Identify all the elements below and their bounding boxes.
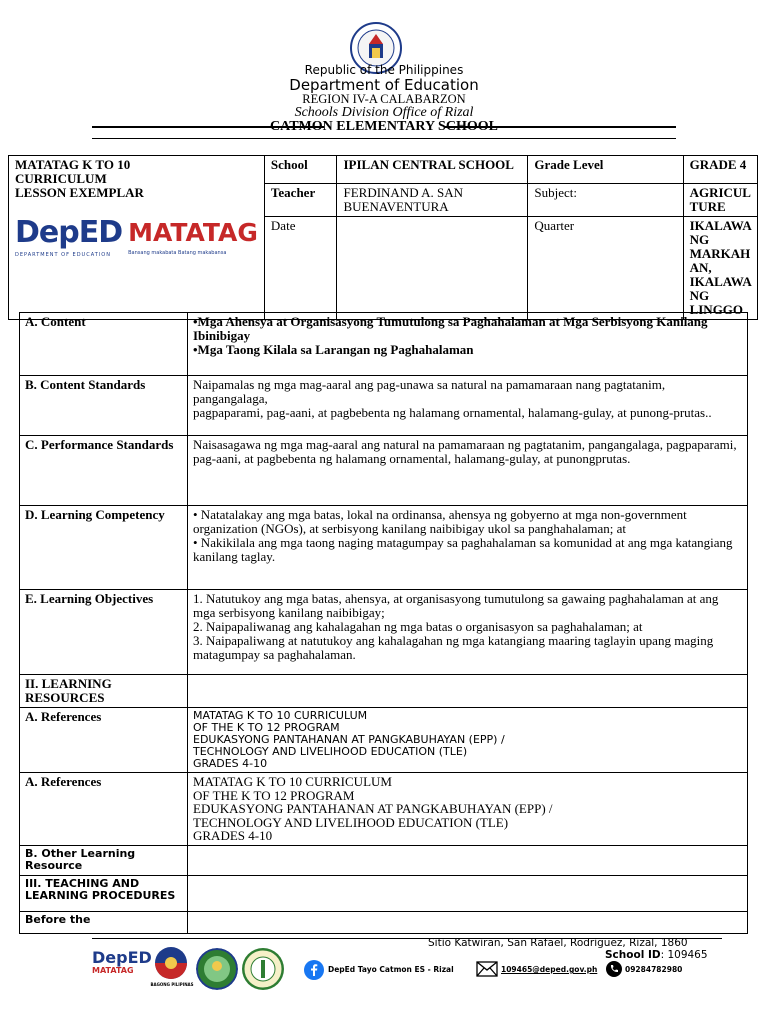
deped-logo (15, 215, 123, 262)
performance-standards-label: C. Performance Standards (20, 436, 188, 506)
text-line: GRADES 4-10 (193, 757, 268, 770)
text-line: 2. Naipapaliwanag ang kahalagahan ng mga batas o organisasyon sa paghahalaman; at (193, 619, 643, 634)
grade-value: GRADE 4 (683, 156, 757, 184)
text-line: matagumpay sa paghahalaman. (193, 647, 356, 662)
content-value (188, 313, 748, 376)
footer-deped-text: DepED (92, 948, 152, 967)
deped-logo-text: DepED (15, 215, 123, 250)
division-logo-icon (196, 948, 238, 990)
teacher-label: Teacher (264, 184, 337, 217)
procedures-value (188, 875, 748, 911)
title-line: CURRICULUM (15, 171, 107, 186)
learning-objectives-label: E. Learning Objectives (20, 590, 188, 675)
header-rule-bottom (92, 138, 676, 139)
email-icon (476, 961, 498, 977)
matatag-logo (128, 220, 258, 260)
text-line: OF THE K TO 12 PROGRAM (193, 721, 340, 734)
content-item: •Mga Ahensya at Organisasyong Tumutulong sa Paghahalaman at Mga Serbisyong Kanilang Ibinibigay (193, 314, 708, 343)
text-line: 1. Natutukoy ang mga batas, ahensya, at organisasyong tumutulong sa gawaing paghahalaman at ang mga serbisyong kanilang naibibigay; (193, 591, 719, 620)
exemplar-title-cell (9, 156, 265, 320)
content-standards-value (188, 376, 748, 436)
matatag-logo-text: MATATAG (128, 218, 258, 247)
learning-objectives-value (188, 590, 748, 675)
learning-competency-label: D. Learning Competency (20, 506, 188, 590)
phone-icon (606, 961, 622, 977)
content-standards-label: B. Content Standards (20, 376, 188, 436)
facebook-icon (304, 960, 324, 980)
text-line: kanilang taglay. (193, 549, 276, 564)
references-value-2 (188, 773, 748, 846)
text-line: TECHNOLOGY AND LIVELIHOOD EDUCATION (TLE) (193, 814, 509, 830)
references-label: A. References (20, 708, 188, 773)
grade-label: Grade Level (528, 156, 683, 184)
content-label: A. Content (20, 313, 188, 376)
footer-matatag-text: MATATAG (92, 966, 134, 975)
school-logo-icon (242, 948, 284, 990)
text-line: • Natatalakay ang mga batas, lokal na ordinansa, ahensya ng gobyerno at mga non-government organization (NGOs), at serbisyong kanilang naibibigay ukol sa panghahalaman; at (193, 507, 687, 536)
procedures-label: III. TEACHING AND LEARNING PROCEDURES (20, 875, 188, 911)
footer-school-id (605, 949, 708, 961)
text-line: pagpaparami, pag-aani, at pagbebenta ng halamang ornamental, halamang-gulay, at punong-prutas.. (193, 405, 712, 420)
text-line: GRADES 4-10 (193, 828, 273, 843)
subject-label: Subject: (528, 184, 683, 217)
quarter-value: IKALAWA NG MARKAH AN, IKALAWA NG LINGGO (683, 217, 757, 320)
title-line: LESSON EXEMPLAR (15, 185, 144, 200)
deped-logo-sub: DEPARTMENT OF EDUCATION (15, 252, 111, 258)
logos (15, 215, 258, 262)
department-text: Department of Education (289, 76, 479, 94)
matatag-logo-sub: Bansang makabata Batang makabansa (128, 250, 227, 256)
region-text: REGION IV-A CALABARZON (302, 92, 466, 106)
references-value (188, 708, 748, 773)
footer-phone: 09284782980 (625, 965, 683, 974)
school-value: IPILAN CENTRAL SCHOOL (337, 156, 528, 184)
bagong-pilipinas-text: BAGONG PILIPINAS (150, 982, 194, 987)
title-line: MATATAG K TO 10 (15, 157, 131, 172)
subject-value: AGRICUL TURE (683, 184, 757, 217)
lesson-info-table (8, 155, 758, 320)
page-footer (0, 930, 768, 1024)
text-line: Naipamalas ng mga mag-aaral ang pag-unawa sa natural na pamamaraan nang pagtatanim, pangangalaga, (193, 377, 666, 406)
other-resources-value (188, 845, 748, 875)
text-line: OF THE K TO 12 PROGRAM (193, 787, 355, 803)
content-item: •Mga Taong Kilala sa Larangan ng Paghahalaman (193, 342, 474, 357)
footer-facebook[interactable]: DepEd Tayo Catmon ES - Rizal (328, 965, 454, 974)
footer-deped-logo (92, 948, 152, 975)
before-label: Before the (20, 911, 188, 933)
other-resources-label: B. Other Learning Resource (20, 845, 188, 875)
school-id-value: : 109465 (660, 949, 708, 961)
text-line: EDUKASYONG PANTAHANAN AT PANGKABUHAYAN (EPP) / (193, 733, 505, 746)
text-line: • Nakikilala ang mga taong naging matagumpay sa paghahalaman sa komunidad at ang mga katangiang (193, 535, 733, 550)
learning-resources-value (188, 675, 748, 708)
republic-text: Republic of the Philippines (304, 63, 464, 77)
footer-email[interactable]: 109465@deped.gov.ph (501, 965, 598, 974)
text-line: MATATAG K TO 10 CURRICULUM (193, 774, 392, 789)
school-name: CATMON ELEMENTARY SCHOOL (270, 119, 498, 134)
text-line: 3. Naipapaliwang at natutukoy ang kahalagahan ng mga katangiang maaring taglayin upang maging (193, 633, 714, 648)
footer-address: Sitio Katwiran, San Rafael, Rodriguez, Rizal, 1860 (428, 937, 688, 949)
text-line: MATATAG K TO 10 CURRICULUM (193, 709, 368, 722)
bagong-pilipinas-logo-icon (150, 946, 192, 984)
quarter-label: Quarter (528, 217, 683, 320)
date-label: Date (264, 217, 337, 320)
date-value (337, 217, 528, 320)
references-label-2: A. References (20, 773, 188, 846)
learning-competency-value (188, 506, 748, 590)
text-line: EDUKASYONG PANTAHANAN AT PANGKABUHAYAN (EPP) / (193, 801, 553, 816)
school-id-label: School ID (605, 949, 661, 961)
text-line: TECHNOLOGY AND LIVELIHOOD EDUCATION (TLE) (193, 745, 468, 758)
division-text: Schools Division Office of Rizal (294, 105, 474, 120)
lesson-content-table (19, 312, 748, 934)
teacher-value: FERDINAND A. SAN BUENAVENTURA (337, 184, 528, 217)
learning-resources-label: II. LEARNING RESOURCES (20, 675, 188, 708)
performance-standards-value: Naisasagawa ng mga mag-aaral ang natural na pamamaraan ng pagtatanim, pangangalaga, pagpaparami, pag-aani, at pagbebenta ng halamang ornamental, halamang-gulay, at punongprutas. (188, 436, 748, 506)
school-label: School (264, 156, 337, 184)
